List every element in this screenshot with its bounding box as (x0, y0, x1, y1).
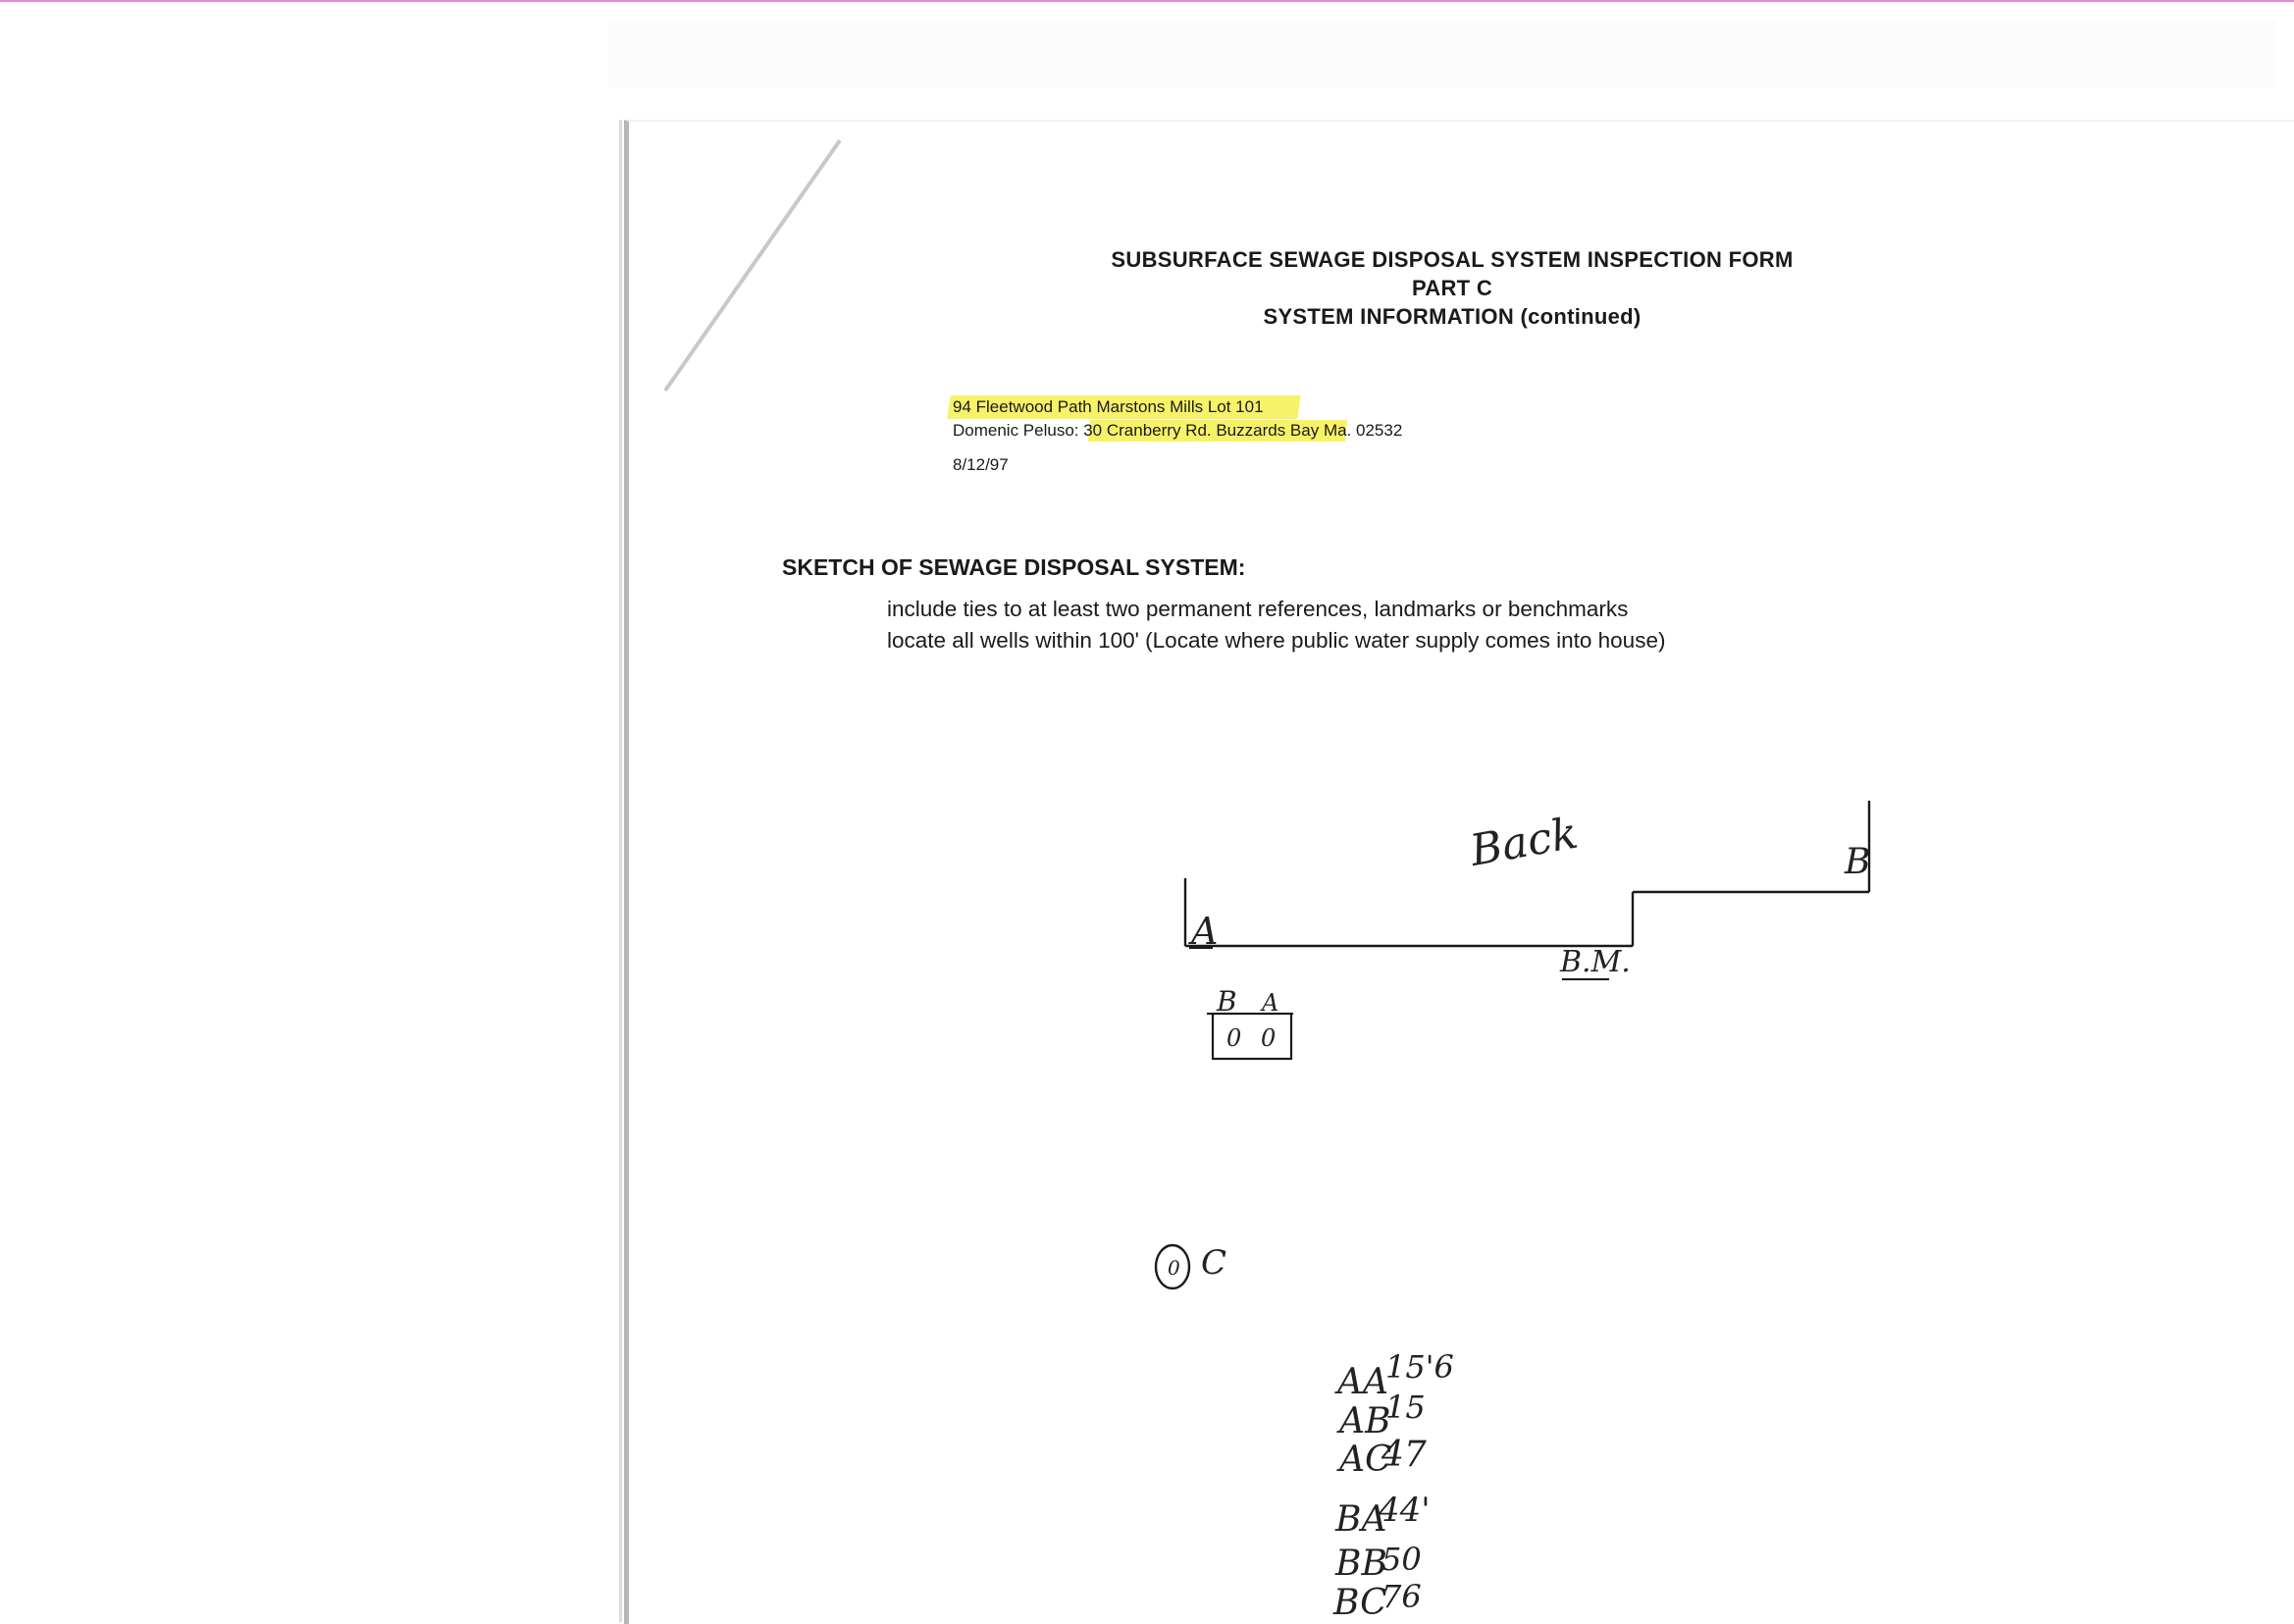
tie-ab-label: AB (1339, 1401, 1391, 1441)
back-label: Back (1466, 808, 1582, 876)
form-title-line2: PART C (1411, 276, 1493, 300)
tie-bc-value: 76 (1382, 1578, 1422, 1615)
sketch-heading: SKETCH OF SEWAGE DISPOSAL SYSTEM: (782, 554, 1246, 580)
tie-ba-label: BA (1335, 1499, 1387, 1540)
property-address: 94 Fleetwood Path Marstons Mills Lot 101 (953, 397, 1264, 416)
corner-b-label: B (1845, 842, 1871, 882)
tie-aa-label: AA (1337, 1362, 1388, 1402)
bm-label: B.M. (1560, 945, 1631, 979)
form-title-line3: SYSTEM INFORMATION (continued) (1263, 304, 1642, 329)
tank-label-a: A (1262, 989, 1279, 1017)
tie-ab-value: 15 (1385, 1388, 1426, 1426)
tie-bb-label: BB (1335, 1544, 1387, 1584)
corner-a-label: A (1191, 910, 1219, 953)
tank-label-b: B (1217, 985, 1237, 1018)
tie-ba-value: 44' (1379, 1491, 1431, 1530)
point-c (1156, 1243, 1226, 1288)
owner-info: Domenic Peluso: 30 Cranberry Rd. Buzzards Bay Ma. 02532 (953, 421, 1403, 440)
form-title-line1: SUBSURFACE SEWAGE DISPOSAL SYSTEM INSPECTION FORM (1111, 247, 1794, 272)
septic-tank (1207, 985, 1293, 1059)
tie-bc-label: BC (1333, 1583, 1387, 1622)
sketch-instruction-wells: locate all wells within 100' (Locate where public water supply comes into house) (887, 628, 1666, 653)
tie-bb-value: 50 (1382, 1541, 1422, 1578)
tie-ac-value: 47 (1382, 1435, 1427, 1475)
point-c-mark: 0 (1168, 1256, 1180, 1280)
tie-measurements (1332, 1348, 1454, 1622)
tank-mark-a: 0 (1261, 1024, 1277, 1052)
tie-ac-label: AC (1339, 1440, 1392, 1480)
form-date: 8/12/97 (953, 455, 1009, 474)
tie-aa-value: 15'6 (1385, 1348, 1454, 1386)
scan-artifact-line (665, 140, 840, 391)
sketch-instruction-ties: include ties to at least two permanent references, landmarks or benchmarks (887, 597, 1629, 621)
point-c-label: C (1201, 1243, 1227, 1283)
tank-mark-b: 0 (1226, 1024, 1242, 1052)
